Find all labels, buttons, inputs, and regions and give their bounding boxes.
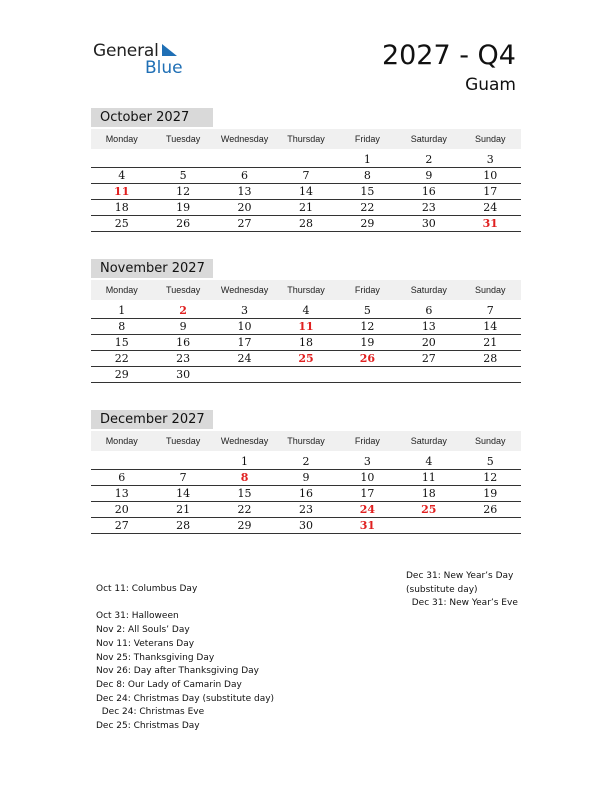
day-cell: 11	[114, 185, 130, 198]
day-cell: 2	[425, 153, 433, 166]
day-cell: 30	[421, 217, 436, 230]
day-cell: 21	[176, 503, 191, 516]
day-cell: 14	[176, 487, 191, 500]
day-cell: 4	[425, 455, 433, 468]
weekday-label: Thursday	[287, 134, 325, 144]
day-cell: 10	[237, 320, 252, 333]
week-row	[91, 168, 521, 184]
weekday-label: Thursday	[287, 436, 325, 446]
weekday-label: Saturday	[410, 134, 447, 144]
day-cell: 1	[241, 455, 249, 468]
day-cell: 17	[360, 487, 375, 500]
logo-word-blue: Blue	[145, 58, 183, 78]
day-cell: 28	[176, 519, 191, 532]
day-cell: 5	[363, 304, 371, 317]
day-cell: 18	[114, 201, 129, 214]
day-cell: 19	[483, 487, 498, 500]
holiday-notes-left	[96, 583, 274, 734]
day-cell: 9	[179, 320, 187, 333]
day-cell: 17	[237, 336, 252, 349]
day-cell: 29	[114, 368, 129, 381]
weekday-label: Wednesday	[220, 285, 269, 295]
day-cell: 15	[360, 185, 375, 198]
day-cell: 14	[483, 320, 498, 333]
holiday-note	[96, 597, 274, 611]
day-cell: 10	[483, 169, 498, 182]
day-cell: 18	[298, 336, 313, 349]
day-cell: 20	[114, 503, 129, 516]
day-cell: 4	[118, 169, 126, 182]
month-october	[91, 108, 521, 232]
week-row	[91, 335, 521, 351]
day-cell: 25	[298, 352, 314, 365]
month-november	[91, 259, 521, 383]
weekday-label: Monday	[105, 285, 138, 295]
day-cell: 6	[118, 471, 126, 484]
day-cell: 30	[298, 519, 313, 532]
day-cell: 23	[176, 352, 191, 365]
page-title: 2027 - Q4	[381, 40, 516, 71]
weekday-label: Monday	[105, 134, 138, 144]
day-cell: 18	[421, 487, 436, 500]
weekday-label: Sunday	[474, 134, 506, 144]
day-cell: 7	[302, 169, 310, 182]
day-cell: 15	[237, 487, 252, 500]
day-cell: 31	[482, 217, 498, 230]
page-subtitle: Guam	[465, 75, 516, 95]
holiday-note: Nov 2: All Souls’ Day	[96, 625, 190, 636]
day-cell: 25	[114, 217, 129, 230]
month-title: October 2027	[91, 108, 213, 127]
day-cell: 15	[114, 336, 129, 349]
weekday-label: Saturday	[410, 436, 447, 446]
day-cell: 11	[421, 471, 436, 484]
day-cell: 24	[359, 503, 376, 516]
day-cell: 20	[237, 201, 252, 214]
holiday-note: Oct 31: Halloween	[96, 611, 179, 622]
weekday-label: Tuesday	[166, 134, 201, 144]
weekday-header-row	[91, 280, 521, 300]
weekday-label: Friday	[354, 285, 380, 295]
day-cell: 21	[483, 336, 498, 349]
holiday-note: Nov 11: Veterans Day	[96, 638, 195, 649]
weekday-label: Monday	[105, 436, 138, 446]
day-cell: 29	[237, 519, 252, 532]
week-row	[91, 303, 521, 319]
day-cell: 5	[486, 455, 494, 468]
weekday-label: Sunday	[474, 285, 506, 295]
week-row	[91, 454, 521, 470]
month-december	[91, 410, 521, 534]
weekday-label: Wednesday	[220, 436, 269, 446]
day-cell: 31	[359, 519, 376, 532]
day-cell: 9	[302, 471, 310, 484]
day-cell: 22	[360, 201, 375, 214]
day-cell: 4	[302, 304, 310, 317]
day-cell: 3	[241, 304, 249, 317]
day-cell: 9	[425, 169, 433, 182]
week-row	[91, 216, 521, 232]
holiday-note: Dec 31: New Year’s Eve	[406, 598, 518, 609]
day-cell: 6	[425, 304, 433, 317]
day-cell: 25	[421, 503, 437, 516]
day-cell: 22	[114, 352, 129, 365]
day-cell: 12	[360, 320, 375, 333]
week-row	[91, 470, 521, 486]
day-cell: 12	[176, 185, 191, 198]
day-cell: 24	[483, 201, 498, 214]
week-row	[91, 351, 521, 367]
weekday-label: Tuesday	[166, 436, 201, 446]
weekday-label: Tuesday	[166, 285, 201, 295]
holiday-note: (substitute day)	[406, 584, 478, 595]
day-cell: 3	[363, 455, 371, 468]
day-cell: 13	[421, 320, 436, 333]
generalblue-logo	[93, 41, 203, 81]
week-row	[91, 184, 521, 200]
weekday-label: Saturday	[410, 285, 447, 295]
day-cell: 6	[241, 169, 249, 182]
day-cell: 28	[483, 352, 498, 365]
day-cell: 23	[298, 503, 313, 516]
day-cell: 2	[179, 304, 187, 317]
day-cell: 7	[179, 471, 187, 484]
day-cell: 8	[363, 169, 371, 182]
holiday-note: Oct 11: Columbus Day	[96, 584, 198, 594]
day-cell: 8	[118, 320, 126, 333]
day-cell: 27	[114, 519, 129, 532]
day-cell: 17	[483, 185, 498, 198]
day-cell: 1	[363, 153, 371, 166]
weekday-label: Friday	[354, 436, 380, 446]
day-cell: 29	[360, 217, 375, 230]
day-cell: 19	[176, 201, 191, 214]
holiday-note: Nov 25: Thanksgiving Day	[96, 652, 215, 663]
day-cell: 14	[298, 185, 313, 198]
month-title: December 2027	[91, 410, 213, 429]
day-cell: 1	[118, 304, 126, 317]
holiday-note: Dec 31: New Year’s Day	[406, 571, 514, 581]
weekday-header-row	[91, 129, 521, 149]
day-cell: 30	[176, 368, 191, 381]
week-row	[91, 502, 521, 518]
weekday-label: Thursday	[287, 285, 325, 295]
day-cell: 11	[298, 320, 314, 333]
weekday-label: Sunday	[474, 436, 506, 446]
day-cell: 5	[179, 169, 187, 182]
day-cell: 3	[486, 153, 494, 166]
day-cell: 19	[360, 336, 375, 349]
day-cell: 26	[483, 503, 498, 516]
day-cell: 2	[302, 455, 310, 468]
week-row	[91, 200, 521, 216]
holiday-note: Dec 24: Christmas Eve	[96, 707, 205, 718]
holiday-note: Nov 26: Day after Thanksgiving Day	[96, 666, 259, 677]
day-cell: 10	[360, 471, 375, 484]
weekday-label: Friday	[354, 134, 380, 144]
day-cell: 27	[237, 217, 252, 230]
day-cell: 7	[486, 304, 494, 317]
day-cell: 20	[421, 336, 436, 349]
day-cell: 23	[421, 201, 436, 214]
day-cell: 27	[421, 352, 436, 365]
day-cell: 13	[237, 185, 252, 198]
day-cell: 16	[298, 487, 313, 500]
day-cell: 16	[176, 336, 191, 349]
weekday-label: Wednesday	[220, 134, 269, 144]
month-title: November 2027	[91, 259, 213, 278]
holiday-note: Dec 25: Christmas Day	[96, 721, 200, 732]
logo-word-general: General	[93, 41, 159, 61]
day-cell: 26	[176, 217, 191, 230]
logo-triangle-icon	[162, 43, 178, 57]
week-row	[91, 152, 521, 168]
day-cell: 12	[483, 471, 498, 484]
holiday-notes-right	[406, 570, 518, 611]
day-cell: 13	[114, 487, 129, 500]
holiday-note: Dec 24: Christmas Day (substitute day)	[96, 693, 275, 704]
holiday-note: Dec 8: Our Lady of Camarin Day	[96, 679, 242, 690]
day-cell: 28	[298, 217, 313, 230]
week-row	[91, 518, 521, 534]
day-cell: 21	[298, 201, 313, 214]
weekday-header-row	[91, 431, 521, 451]
week-row	[91, 486, 521, 502]
day-cell: 16	[421, 185, 436, 198]
day-cell: 8	[240, 471, 249, 484]
week-row	[91, 319, 521, 335]
day-cell: 26	[359, 352, 376, 365]
week-row	[91, 367, 521, 383]
day-cell: 24	[237, 352, 252, 365]
day-cell: 22	[237, 503, 252, 516]
